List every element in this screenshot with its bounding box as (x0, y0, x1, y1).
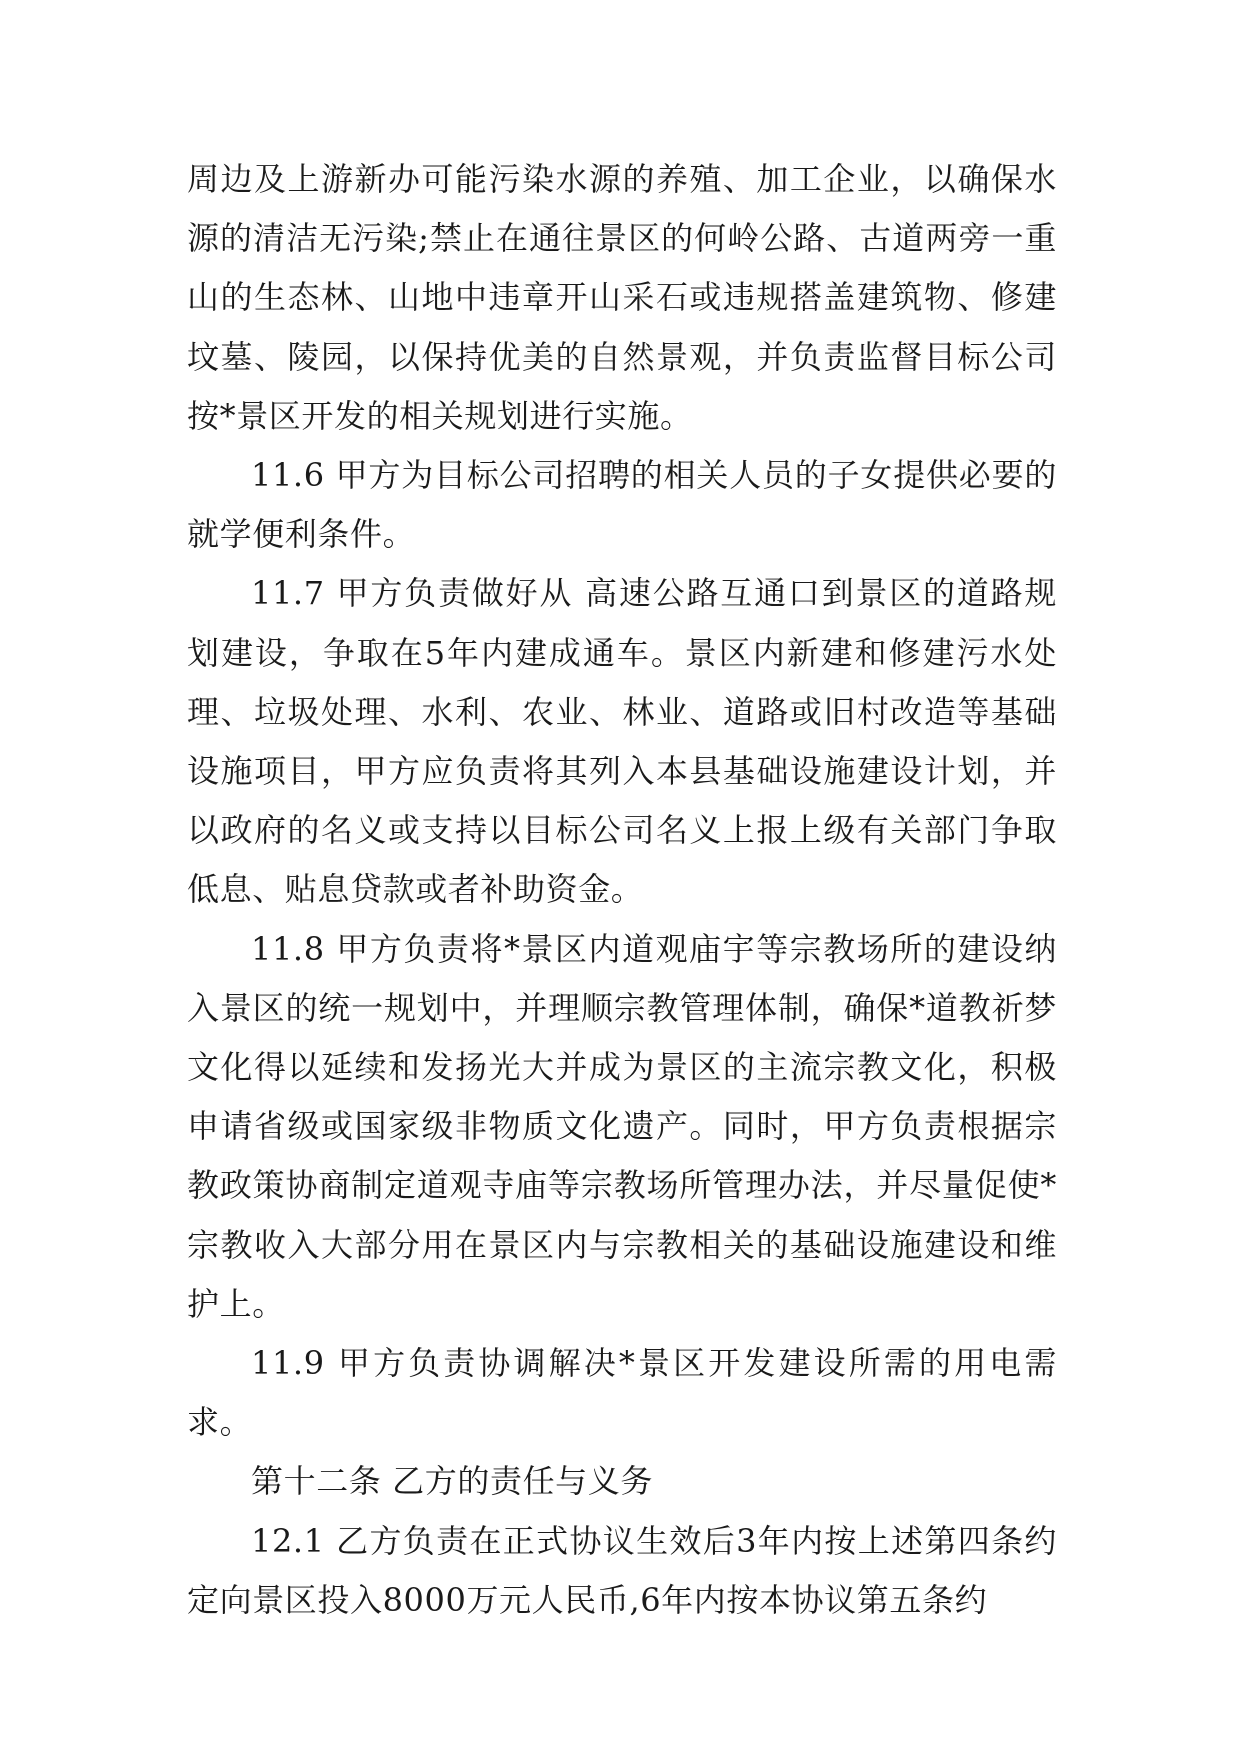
section-heading-article-12: 第十二条 乙方的责任与义务 (251, 1462, 653, 1501)
document-body (187, 150, 1057, 1630)
paragraph-clause-11-9: 11.9 甲方负责协调解决*景区开发建设所需的用电需求。 (187, 1344, 1057, 1442)
paragraph-continuation: 周边及上游新办可能污染水源的养殖、加工企业，以确保水源的清洁无污染;禁止在通往景区的何岭公路、古道两旁一重山的生态林、山地中违章开山采石或违规搭盖建筑物、修建坟墓、陵园，以保持优美的自然景观，并负责监督目标公司按*景区开发的相关规划进行实施。 (187, 160, 1057, 435)
paragraph-clause-11-8: 11.8 甲方负责将*景区内道观庙宇等宗教场所的建设纳入景区的统一规划中，并理顺宗教管理体制，确保*道教祈梦文化得以延续和发扬光大并成为景区的主流宗教文化，积极申请省级或国家级非物质文化遗产。同时，甲方负责根据宗教政策协商制定道观寺庙等宗教场所管理办法，并尽量促使*宗教收入大部分用在景区内与宗教相关的基础设施建设和维护上。 (187, 929, 1057, 1323)
paragraph-clause-11-6: 11.6 甲方为目标公司招聘的相关人员的子女提供必要的就学便利条件。 (187, 456, 1057, 554)
paragraph-clause-11-7: 11.7 甲方负责做好从 高速公路互通口到景区的道路规划建设，争取在5年内建成通车。景区内新建和修建污水处理、垃圾处理、水利、农业、林业、道路或旧村改造等基础设施项目，甲方应负责将其列入本县基础设施建设计划，并以政府的名义或支持以目标公司名义上报上级有关部门争取低息、贴息贷款或者补助资金。 (187, 574, 1057, 909)
paragraph-clause-12-1: 12.1 乙方负责在正式协议生效后3年内按上述第四条约定向景区投入8000万元人民币,6年内按本协议第五条约 (187, 1521, 1057, 1619)
